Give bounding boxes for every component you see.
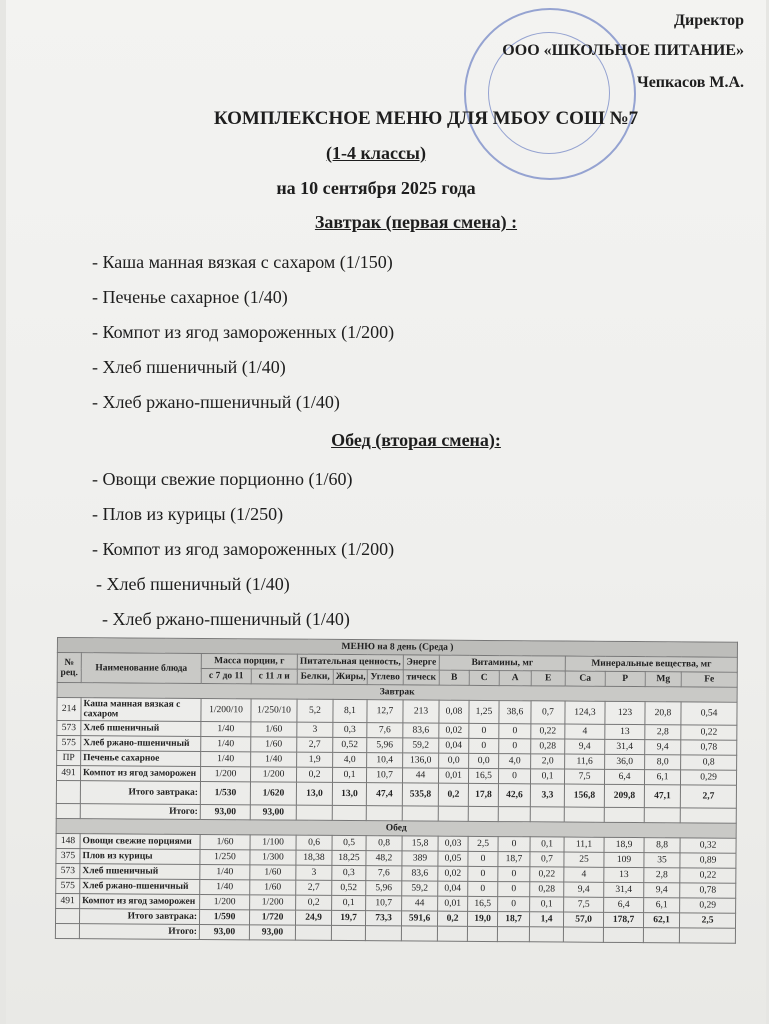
col-vit-e: Е bbox=[531, 671, 565, 686]
table-row: 575 Хлеб ржано-пшеничный 1/40 1/60 2,7 0,52 5,96 59,2 0,04 0 0 0,28 9,4 31,4 9,4 0,78 bbox=[56, 878, 736, 898]
col-protein: Белки, bbox=[297, 669, 333, 684]
approval-role: Директор bbox=[674, 12, 744, 29]
menu-date: на 10 сентября 2025 года bbox=[276, 178, 476, 198]
table-row: 573 Хлеб пшеничный 1/40 1/60 3 0,3 7,6 83,6 0,02 0 0 0,22 4 13 2,8 0,22 bbox=[56, 863, 736, 883]
list-item: - Плов из курицы (1/250) bbox=[92, 504, 284, 524]
col-mass-b: с 11 л и bbox=[251, 669, 297, 684]
table-caption: МЕНЮ на 8 день (Среда ) bbox=[57, 638, 737, 658]
list-item: - Хлеб пшеничный (1/40) bbox=[92, 357, 286, 377]
list-item: - Хлеб пшеничный (1/40) bbox=[96, 574, 290, 594]
nutrition-table bbox=[55, 637, 737, 944]
breakfast-list bbox=[92, 245, 394, 420]
col-num: № рец. bbox=[57, 653, 81, 683]
col-name: Наименование блюда bbox=[81, 653, 201, 684]
table-row: 214 Каша манная вязкая с сахаром 1/200/10 1/250/10 5,2 8,1 12,7 213 0,08 1,25 38,6 0,7 124,3 123 20,8 0,54 bbox=[57, 698, 737, 726]
section-lunch: Обед bbox=[56, 818, 736, 838]
col-vit-b: В bbox=[439, 670, 469, 685]
table-row: ПР Печенье сахарное 1/40 1/40 1,9 4,0 10,4 136,0 0,0 0,0 4,0 2,0 11,6 36,0 8,0 0,8 bbox=[57, 751, 737, 771]
col-ca: Са bbox=[565, 671, 605, 686]
approval-signatory: Чепкасов М.А. bbox=[636, 74, 744, 91]
section-breakfast: Завтрак bbox=[57, 683, 737, 703]
document-title: КОМПЛЕКСНОЕ МЕНЮ ДЛЯ МБОУ СОШ №7 bbox=[213, 108, 639, 129]
breakfast-heading: Завтрак (первая смена) : bbox=[314, 212, 518, 232]
grades-subtitle: (1-4 классы) bbox=[326, 143, 426, 163]
list-item: - Хлеб ржано-пшеничный (1/40) bbox=[92, 392, 340, 412]
list-item: - Хлеб ржано-пшеничный (1/40) bbox=[102, 609, 350, 629]
col-p: Р bbox=[605, 671, 645, 686]
list-item: - Каша манная вязкая с сахаром (1/150) bbox=[92, 252, 393, 272]
col-mass: Масса порции, г bbox=[201, 654, 297, 670]
table-row: 375 Плов из курицы 1/250 1/300 18,38 18,25 48,2 389 0,05 0 18,7 0,7 25 109 35 0,89 bbox=[56, 848, 736, 868]
col-carb: Углево bbox=[367, 670, 403, 685]
col-mg: Mg bbox=[645, 672, 681, 687]
table-row: 491 Компот из ягод заморожен 1/200 1/200 0,2 0,1 10,7 44 0,01 16,5 0 0,1 7,5 6,4 6,1 0,29 bbox=[56, 893, 736, 913]
col-vit-a: А bbox=[499, 671, 531, 686]
list-item: - Компот из ягод замороженных (1/200) bbox=[92, 539, 395, 559]
col-minerals: Минеральные вещества, мг bbox=[565, 656, 737, 672]
col-energy-a: Энерге bbox=[403, 655, 439, 670]
col-vitamins: Витамины, мг bbox=[439, 655, 565, 671]
col-vit-c: С bbox=[469, 670, 499, 685]
list-item: - Компот из ягод замороженных (1/200) bbox=[92, 322, 395, 342]
table-row: 148 Овощи свежие порциями 1/60 1/100 0,6 0,5 0,8 15,8 0,03 2,5 0 0,1 11,1 18,9 8,8 0,32 bbox=[56, 833, 736, 853]
table-row: 491 Компот из ягод заморожен 1/200 1/200 0,2 0,1 10,7 44 0,01 16,5 0 0,1 7,5 6,4 6,1 0,29 bbox=[56, 766, 736, 786]
total-row: Итого завтрака: 1/530 1/620 13,0 13,0 47,4 535,8 0,2 17,8 42,6 3,3 156,8 209,8 47,1 2,7 bbox=[56, 781, 736, 809]
col-energy-b: тическ bbox=[403, 670, 439, 685]
col-fe: Fe bbox=[681, 672, 737, 687]
table-row: 575 Хлеб ржано-пшеничный 1/40 1/60 2,7 0,52 5,96 59,2 0,04 0 0 0,28 9,4 31,4 9,4 0,78 bbox=[57, 736, 737, 756]
total-row: Итого завтрака: 1/590 1/720 24,9 19,7 73,3 591,6 0,2 19,0 18,7 1,4 57,0 178,7 62,1 2,5 bbox=[55, 908, 735, 928]
col-fat: Жиры, bbox=[333, 669, 367, 684]
lunch-list bbox=[92, 462, 394, 637]
list-item: - Печенье сахарное (1/40) bbox=[92, 287, 288, 307]
itogo-row: Итого: 93,00 93,00 bbox=[55, 923, 735, 943]
col-nutrition: Питательная ценность, bbox=[297, 654, 403, 670]
approval-organization: ООО «ШКОЛЬНОЕ ПИТАНИЕ» bbox=[502, 42, 744, 59]
col-mass-a: с 7 до 11 bbox=[201, 669, 251, 684]
itogo-row: Итого: 93,00 93,00 bbox=[56, 803, 736, 823]
list-item: - Овощи свежие порционно (1/60) bbox=[92, 469, 353, 489]
menu-document bbox=[6, 0, 766, 1024]
lunch-heading: Обед (вторая смена): bbox=[331, 430, 501, 450]
table-row: 573 Хлеб пшеничный 1/40 1/60 3 0,3 7,6 83,6 0,02 0 0 0,22 4 13 2,8 0,22 bbox=[57, 721, 737, 741]
